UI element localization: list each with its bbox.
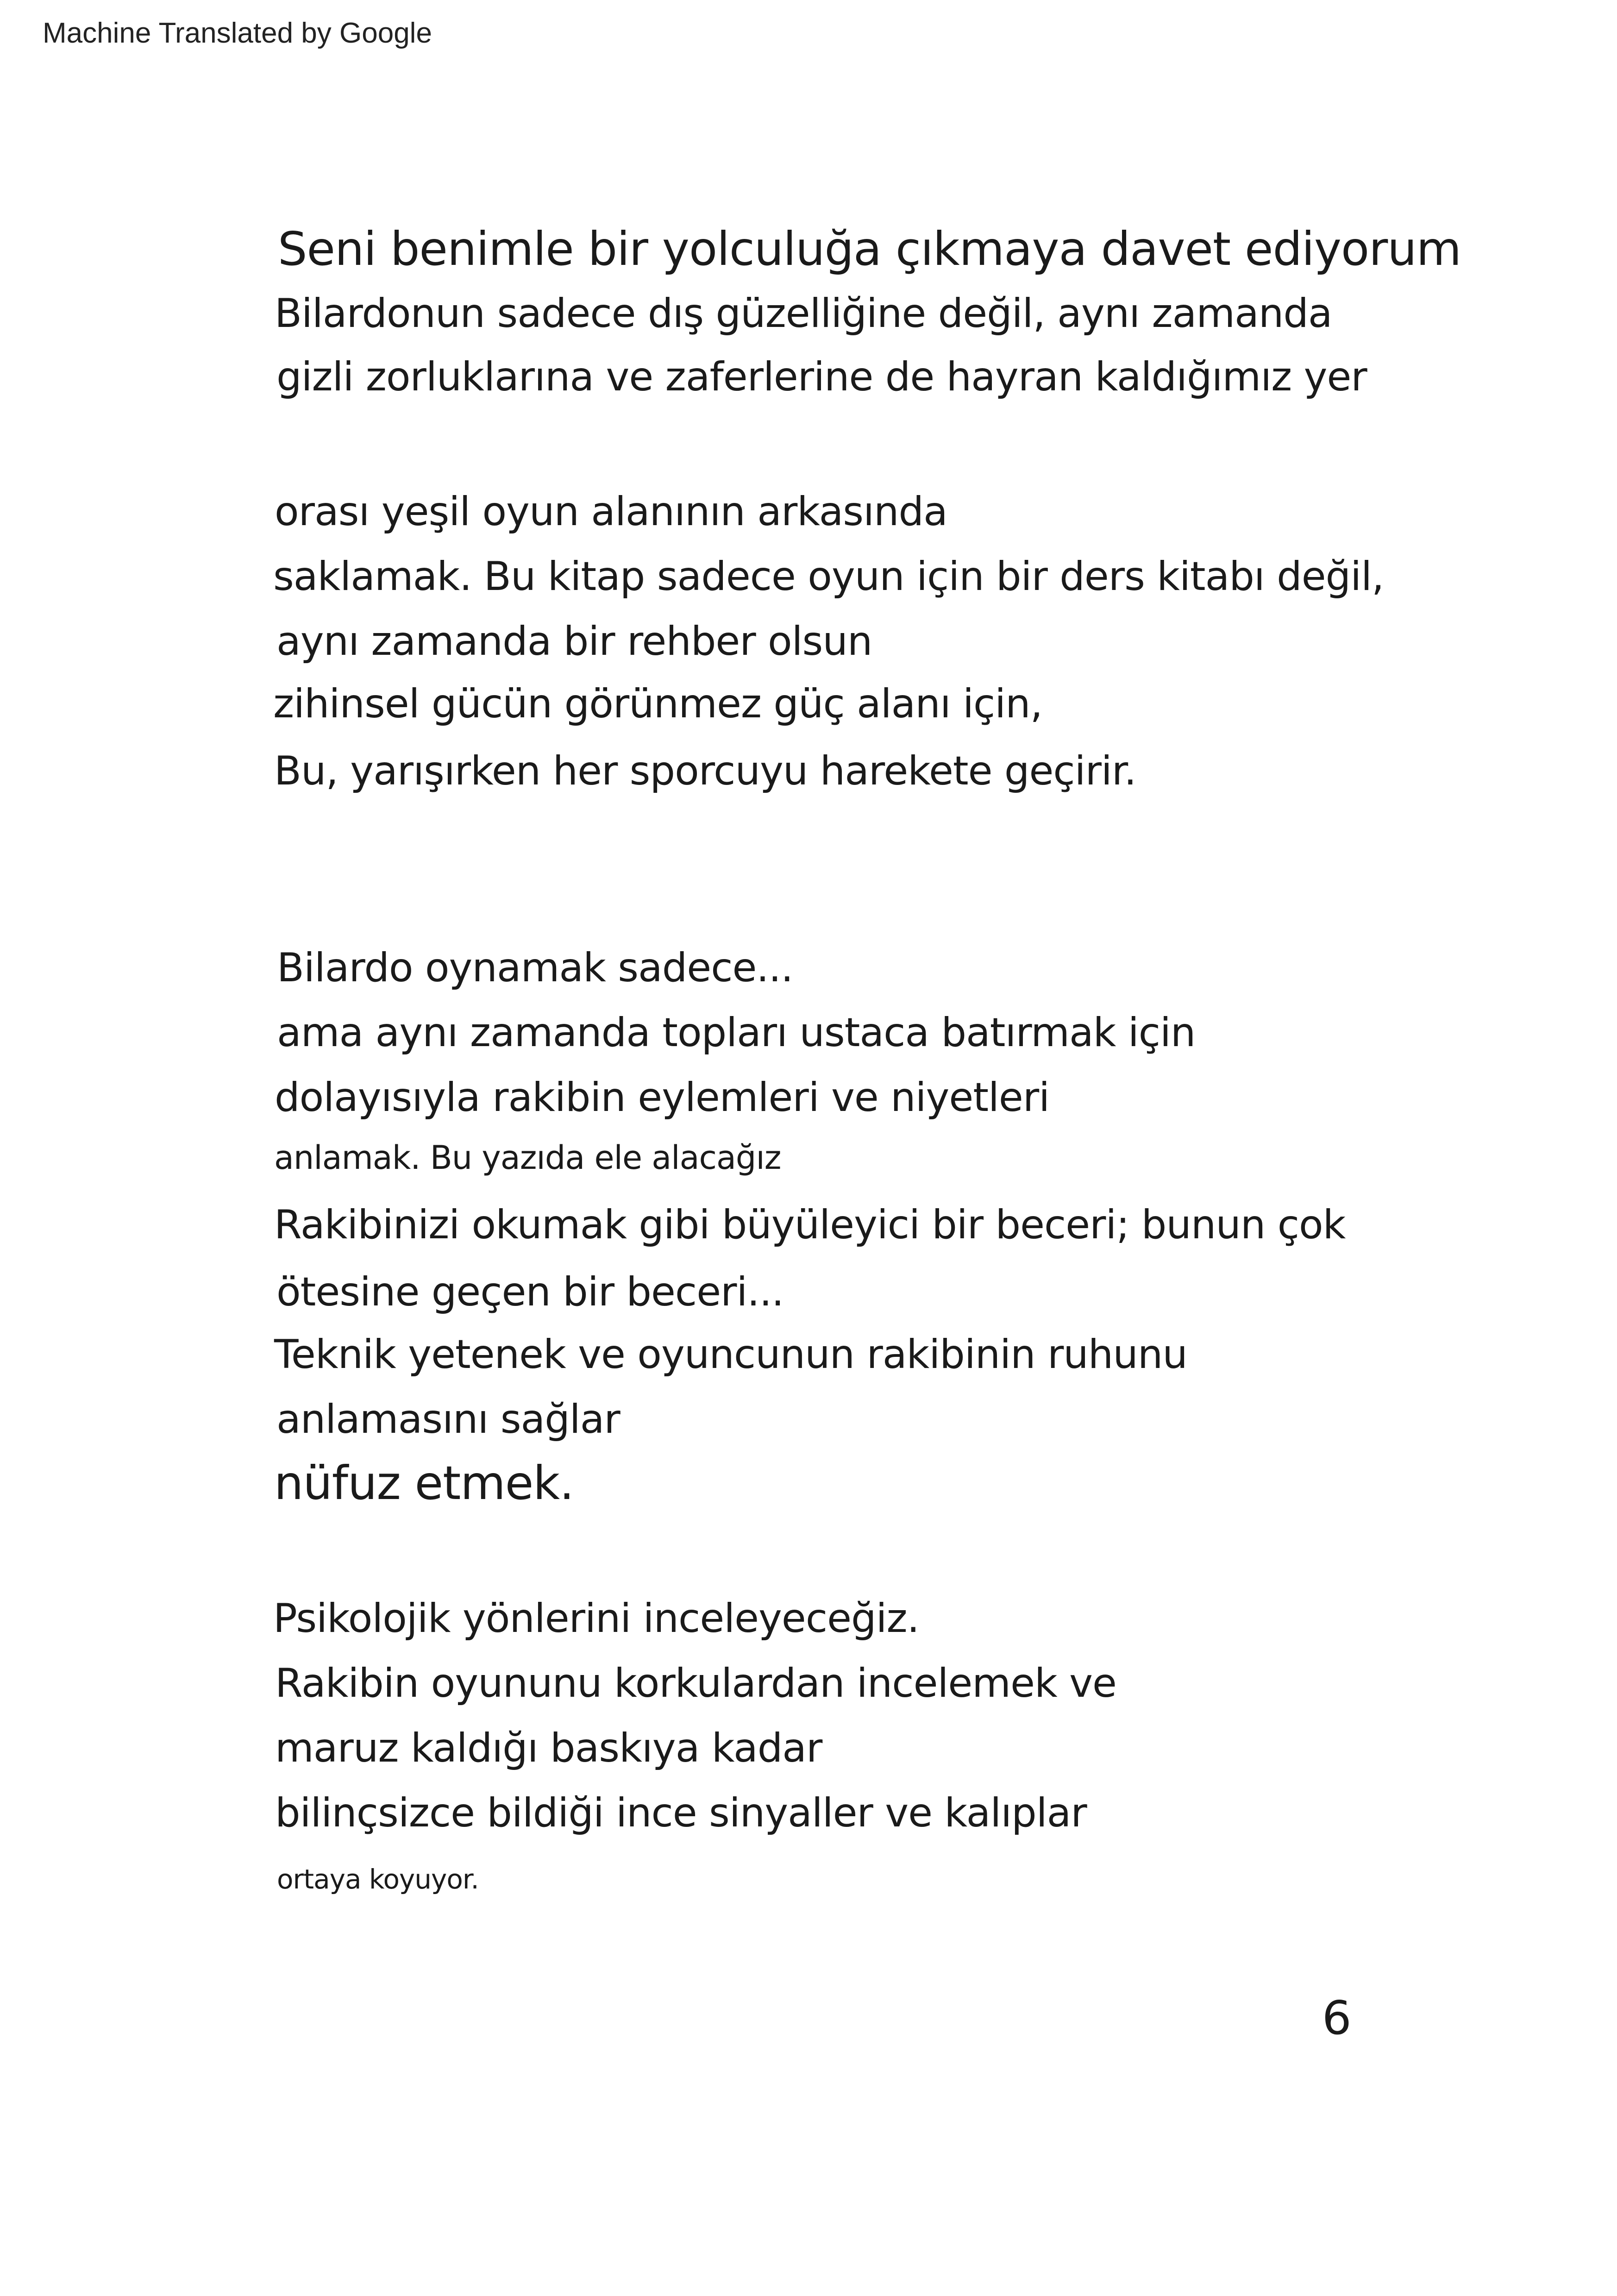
text-line: aynı zamanda bir rehber olsun: [276, 618, 872, 665]
page-number: 6: [1322, 1991, 1352, 2045]
text-line: Psikolojik yönlerini inceleyeceğiz.: [273, 1595, 920, 1642]
text-line: zihinsel gücün görünmez güç alanı için,: [273, 681, 1043, 727]
machine-translation-note: Machine Translated by Google: [43, 17, 432, 49]
text-line: Bilardo oynamak sadece...: [277, 945, 793, 991]
text-line: saklamak. Bu kitap sadece oyun için bir ders kitabı değil,: [273, 553, 1384, 600]
text-line: Rakibin oyununu korkulardan incelemek ve: [275, 1660, 1116, 1706]
text-line: Teknik yetenek ve oyuncunun rakibinin ruhunu: [274, 1331, 1187, 1378]
text-line: Seni benimle bir yolculuğa çıkmaya davet ediyorum: [278, 222, 1461, 276]
text-line: Rakibinizi okumak gibi büyüleyici bir beceri; bunun çok: [274, 1202, 1346, 1248]
text-line: anlamasını sağlar: [276, 1396, 620, 1443]
text-line: ötesine geçen bir beceri...: [276, 1269, 784, 1315]
text-line: maruz kaldığı baskıya kadar: [275, 1725, 822, 1771]
text-line: orası yeşil oyun alanının arkasında: [275, 489, 947, 535]
text-line: gizli zorluklarına ve zaferlerine de hayran kaldığımız yer: [276, 354, 1367, 400]
text-line: ortaya koyuyor.: [277, 1863, 479, 1895]
text-line: anlamak. Bu yazıda ele alacağız: [274, 1139, 781, 1177]
text-line: ama aynı zamanda topları ustaca batırmak için: [277, 1010, 1196, 1056]
text-line: dolayısıyla rakibin eylemleri ve niyetleri: [275, 1074, 1050, 1121]
text-line: Bilardonun sadece dış güzelliğine değil, aynı zamanda: [275, 290, 1332, 337]
text-line: nüfuz etmek.: [274, 1456, 574, 1510]
text-line: bilinçsizce bildiği ince sinyaller ve kalıplar: [275, 1790, 1087, 1836]
text-line: Bu, yarışırken her sporcuyu harekete geçirir.: [274, 748, 1136, 794]
